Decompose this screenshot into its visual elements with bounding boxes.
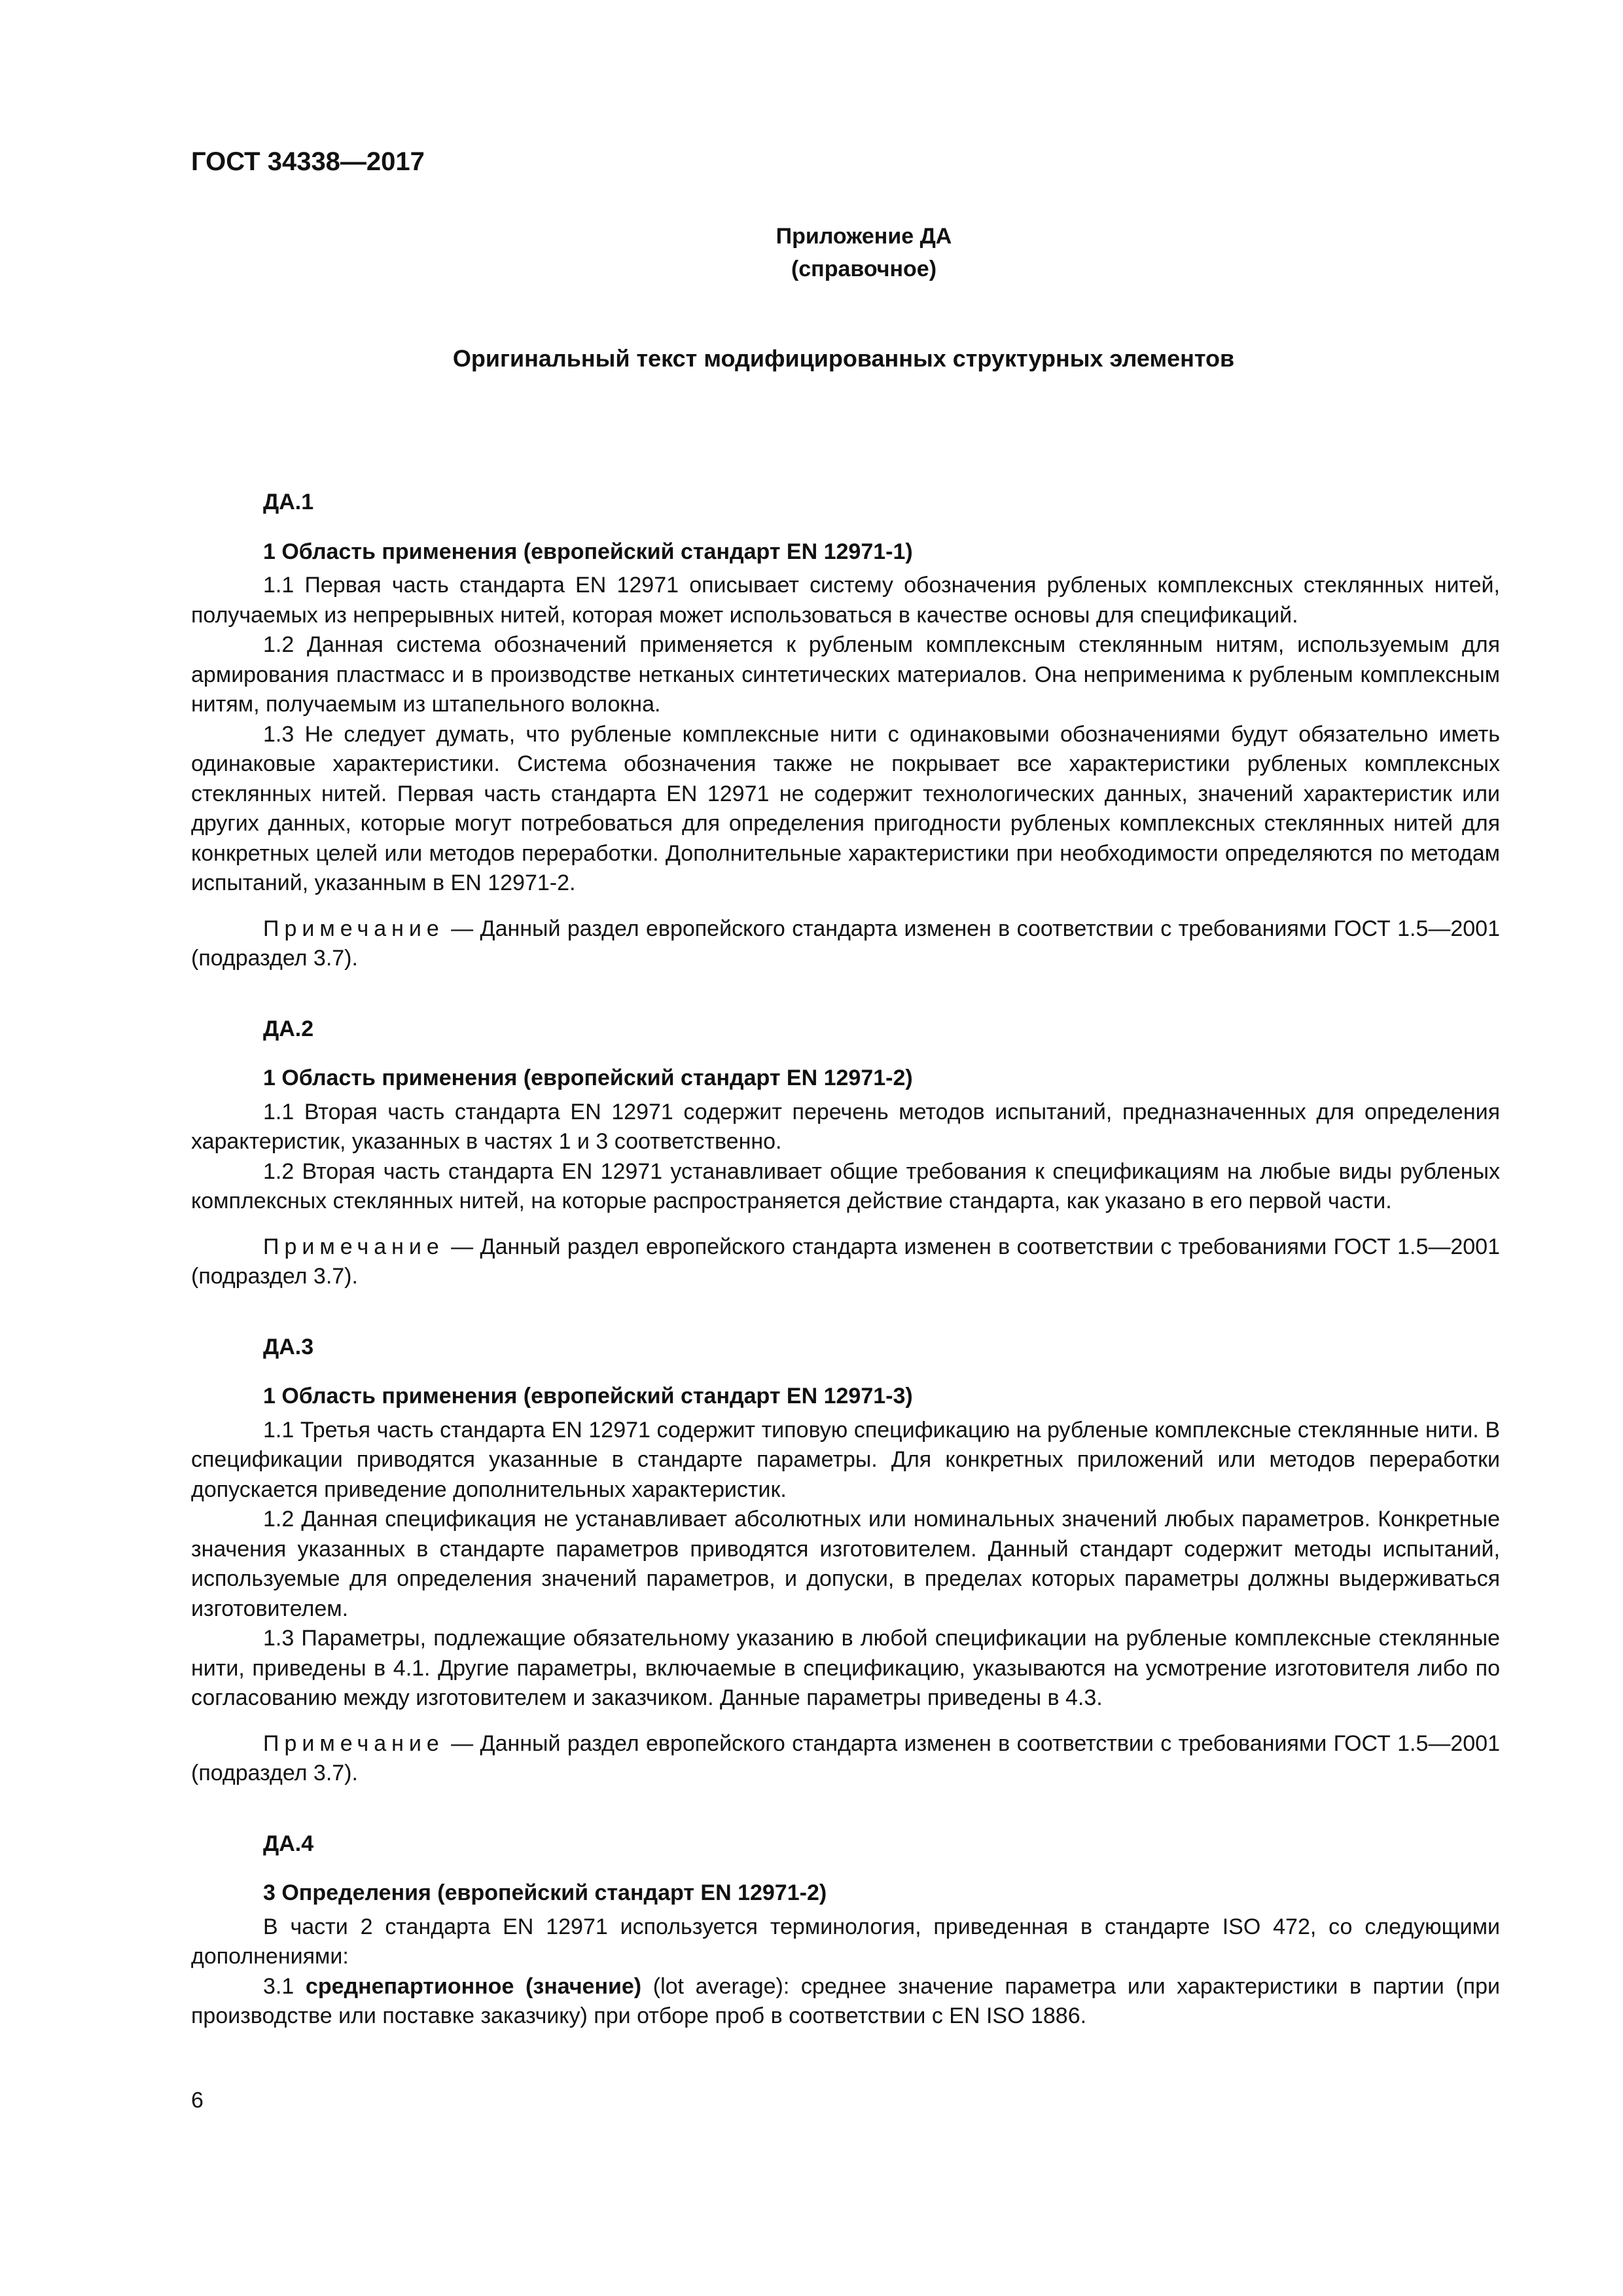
paragraph: 1.3 Не следует думать, что рубленые комплексные нити с одинаковыми обозначениями будут обязательно иметь одинаковые характеристики. Система обозначения также не покрывает все характеристики рубленых комплексных стеклянных нитей. Первая часть стандарта EN 12971 не содержит технологических данных, значений характеристик или других данных, которые могут потребоваться для определения пригодности рубленых комплексных стеклянных нитей для конкретных целей или методов переработки. Дополнительные характеристики при необходимости определяются по методам испытаний, указанным в EN 12971-2. — [191, 721, 1500, 895]
document-code: ГОСТ 34338—2017 — [191, 147, 425, 176]
page-number: 6 — [191, 2088, 204, 2113]
section-da3 — [191, 1333, 1500, 1789]
appendix-kind: (справочное) — [791, 257, 937, 281]
note-text: — Данный раздел европейского стандарта изменен в соответствии с требованиями ГОСТ 1.5—2001 (подраздел 3.7). — [191, 1234, 1500, 1289]
note-text: — Данный раздел европейского стандарта изменен в соответствии с требованиями ГОСТ 1.5—2001 (подраздел 3.7). — [191, 916, 1500, 971]
section-heading: 3 Определения (европейский стандарт EN 12971-2) — [263, 1880, 827, 1905]
term-name: среднепартионное (значение) — [305, 1973, 642, 1999]
section-id: ДА.1 — [263, 490, 314, 514]
section-heading: 1 Область применения (европейский стандарт EN 12971-2) — [263, 1066, 913, 1090]
section-id: ДА.2 — [263, 1016, 314, 1041]
section-heading: 1 Область применения (европейский стандарт EN 12971-1) — [263, 539, 913, 564]
note-label: Примечание — [263, 916, 444, 941]
term-definition — [191, 1972, 1500, 2032]
paragraph: 1.2 Вторая часть стандарта EN 12971 устанавливает общие требования к спецификациям на любые виды рубленых комплексных стеклянных нитей, на которые распространяется действие стандарта, как указано в его первой части. — [191, 1158, 1500, 1213]
note-label: Примечание — [263, 1234, 444, 1259]
paragraph: 1.3 Параметры, подлежащие обязательному указанию в любой спецификации на рубленые комплексные стеклянные нити, приведены в 4.1. Другие параметры, включаемые в спецификацию, указываются на усмотрение изготовителя либо по согласованию между изготовителем и заказчиком. Данные параметры приведены в 4.3. — [191, 1626, 1500, 1710]
appendix-heading: Оригинальный текст модифицированных структурных элементов — [452, 345, 1235, 372]
section-heading: 1 Область применения (европейский стандарт EN 12971-3) — [263, 1384, 913, 1408]
section-da4 — [191, 1829, 1500, 2032]
note — [191, 1232, 1500, 1292]
paragraph: 1.1 Первая часть стандарта EN 12971 описывает систему обозначения рубленых комплексных стеклянных нитей, получаемых из непрерывных нитей, которая может использоваться в качестве основы для спецификаций. — [191, 573, 1500, 628]
paragraph: 1.1 Третья часть стандарта EN 12971 содержит типовую спецификацию на рубленые комплексные стеклянные нити. В спецификации приводятся указанные в стандарте параметры. Для конкретных приложений или методов переработки допускается приведение дополнительных характеристик. — [191, 1417, 1500, 1502]
section-da1 — [191, 488, 1500, 974]
paragraph: 1.1 Вторая часть стандарта EN 12971 содержит перечень методов испытаний, предназначенных для определения характеристик, указанных в частях 1 и 3 соответственно. — [191, 1099, 1500, 1154]
section-id: ДА.3 — [263, 1334, 314, 1359]
term-text: (lot average): среднее значение параметра или характеристики в партии (при производстве или поставке заказчику) при отборе проб в соответствии с EN ISO 1886. — [191, 1973, 1500, 2028]
document-body — [191, 488, 1500, 2032]
paragraph: В части 2 стандарта EN 12971 используется терминология, приведенная в стандарте ISO 472, со следующими дополнениями: — [191, 1914, 1500, 1969]
section-id: ДА.4 — [263, 1831, 314, 1856]
appendix-title: Приложение ДА — [776, 224, 952, 249]
note-label: Примечание — [263, 1731, 444, 1756]
note-text: — Данный раздел европейского стандарта изменен в соответствии с требованиями ГОСТ 1.5—2001 (подраздел 3.7). — [191, 1731, 1500, 1785]
paragraph: 1.2 Данная спецификация не устанавливает абсолютных или номинальных значений любых параметров. Конкретные значения указанных в стандарте параметров приводятся изготовителем. Данный стандарт содержит методы испытаний, используемые для определения значений параметров, и допуски, в пределах которых параметры должны выдерживаться изготовителем. — [191, 1507, 1500, 1621]
note — [191, 914, 1500, 974]
term-number: 3.1 — [263, 1973, 306, 1999]
note — [191, 1729, 1500, 1789]
paragraph: 1.2 Данная система обозначений применяется к рубленым комплексным стеклянным нитям, используемым для армирования пластмасс и в производстве нетканых синтетических материалов. Она неприменима к рубленым комплексным нитям, получаемым из штапельного волокна. — [191, 632, 1500, 717]
section-da2 — [191, 1014, 1500, 1292]
